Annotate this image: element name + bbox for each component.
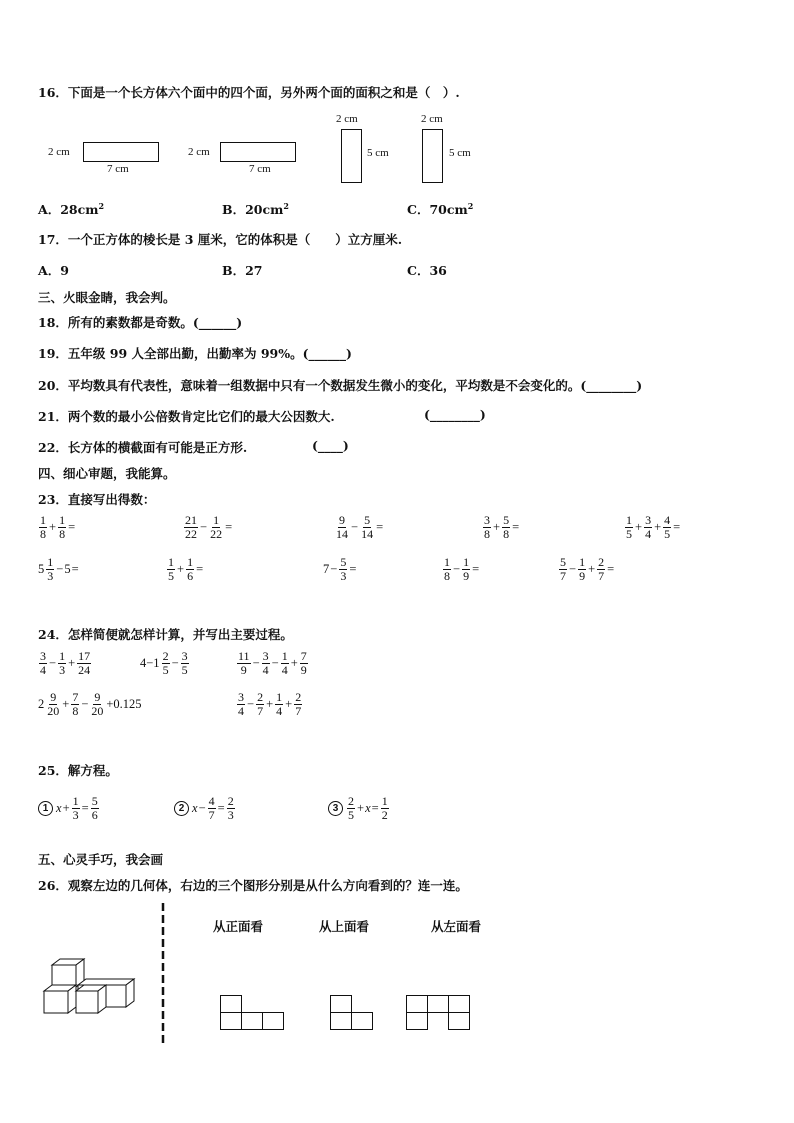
fraction: $\frac{5}{6}$ (91, 794, 98, 822)
view-shape-2[interactable] (330, 995, 378, 1033)
fraction: $\frac{1}{5}$ (626, 513, 632, 541)
question-20: 20．平均数具有代表性，意味着一组数据中只有一个数据发生微小的变化，平均数是不会变化的。(________) (38, 378, 643, 393)
question-23: 23．直接写出得数： (38, 492, 156, 507)
q24-expr-2: 4−1 $\frac{2}{5}$ − $\frac{3}{5}$ (140, 649, 188, 677)
fraction: $\frac{9}{20}$ (47, 690, 60, 718)
fraction: $\frac{3}{8}$ (484, 513, 490, 541)
fraction: $\frac{1}{9}$ (579, 555, 586, 583)
section-5-heading: 五、心灵手巧，我会画 (38, 852, 164, 867)
fraction: $\frac{3}{4}$ (238, 690, 244, 718)
fraction: $\frac{1}{8}$ (40, 513, 46, 541)
grid-cell (220, 1012, 242, 1030)
fraction: $\frac{9}{14}$ (336, 513, 348, 541)
fraction: $\frac{7}{9}$ (300, 649, 307, 677)
fraction: $\frac{1}{3}$ (59, 649, 66, 677)
face-1-height: 2 cm (48, 146, 70, 158)
view-shape-1[interactable] (220, 995, 290, 1033)
fraction: $\frac{1}{5}$ (168, 555, 174, 583)
circled-number-1: 1 (38, 801, 53, 816)
face-3-height: 5 cm (367, 147, 389, 159)
q16-option-a-label: A．28cm (38, 202, 99, 217)
fraction: $\frac{4}{7}$ (208, 794, 215, 822)
face-1-width: 7 cm (107, 163, 129, 175)
question-25: 25．解方程。 (38, 763, 118, 778)
fraction: $\frac{5}{3}$ (340, 555, 347, 583)
q16-option-c[interactable] (407, 200, 473, 218)
grid-cell (330, 995, 352, 1013)
q23-expr-10: $\frac{5}{7}$ − $\frac{1}{9}$ + $\frac{2}{7}$ = (560, 555, 615, 583)
fraction: $\frac{3}{5}$ (181, 649, 188, 677)
q16-option-a[interactable] (38, 200, 104, 218)
fraction: $\frac{1}{9}$ (463, 555, 470, 583)
fraction: $\frac{3}{4}$ (40, 649, 46, 677)
q23-expr-9: $\frac{1}{8}$ − $\frac{1}{9}$ = (444, 555, 480, 583)
fraction: $\frac{5}{8}$ (503, 513, 510, 541)
fraction: $\frac{2}{7}$ (598, 555, 605, 583)
face-3-rect (341, 129, 362, 183)
question-22: 22．长方体的横截面有可能是正方形. (38, 440, 248, 455)
q23-expr-4: $\frac{3}{8}$ + $\frac{5}{8}$ = (484, 513, 520, 541)
fraction: $\frac{17}{24}$ (78, 649, 91, 677)
face-3-width: 2 cm (336, 113, 358, 125)
circled-number-3: 3 (328, 801, 343, 816)
question-18: 18．所有的素数都是奇数。(______) (38, 315, 243, 330)
q23-expr-8: 7 − $\frac{5}{3}$ = (323, 555, 357, 583)
fraction: $\frac{2}{7}$ (295, 690, 302, 718)
question-16: 16．下面是一个长方体六个面中的四个面，另外两个面的面积之和是（ ）. (38, 85, 460, 100)
question-19: 19．五年级 99 人全部出勤，出勤率为 99%。(______) (38, 346, 352, 361)
view-label-front: 从正面看 (213, 919, 264, 934)
q16-option-c-sup: 2 (467, 200, 474, 211)
fraction: $\frac{1}{6}$ (187, 555, 194, 583)
fraction: $\frac{1}{22}$ (210, 513, 223, 541)
fraction: $\frac{1}{4}$ (276, 690, 283, 718)
view-shape-3[interactable] (406, 995, 476, 1033)
fraction: $\frac{5}{14}$ (361, 513, 374, 541)
question-24: 24．怎样简便就怎样计算，并写出主要过程。 (38, 627, 293, 642)
fraction: $\frac{9}{20}$ (91, 690, 104, 718)
circled-number-2: 2 (174, 801, 189, 816)
q23-expr-7: $\frac{1}{5}$ + $\frac{1}{6}$ = (168, 555, 204, 583)
q23-expr-3: $\frac{9}{14}$ − $\frac{5}{14}$ = (336, 513, 384, 541)
grid-cell (262, 1012, 284, 1030)
grid-cell (448, 995, 470, 1013)
q16-option-a-sup: 2 (98, 200, 105, 211)
fraction: $\frac{1}{3}$ (47, 555, 54, 583)
fraction: $\frac{3}{4}$ (645, 513, 652, 541)
face-2-height: 2 cm (188, 146, 210, 158)
face-2-rect (220, 142, 296, 162)
fraction: $\frac{21}{22}$ (185, 513, 197, 541)
grid-cell (241, 1012, 263, 1030)
fraction: $\frac{1}{4}$ (281, 649, 288, 677)
question-21-blank[interactable]: (________) (424, 407, 486, 422)
question-22-blank[interactable]: (____) (312, 438, 349, 453)
q25-equation-3: 3 $\frac{2}{5}$ + x = $\frac{1}{2}$ (328, 795, 390, 821)
grid-cell (427, 995, 449, 1013)
q16-option-b-label: B．20cm (222, 202, 284, 217)
fraction: $\frac{1}{3}$ (72, 794, 79, 822)
fraction: $\frac{4}{5}$ (664, 513, 671, 541)
question-21: 21．两个数的最小公倍数肯定比它们的最大公因数大. (38, 409, 335, 424)
face-1-rect (83, 142, 159, 162)
fraction: $\frac{11}{9}$ (238, 649, 250, 677)
fraction: $\frac{3}{4}$ (262, 649, 269, 677)
q23-expr-5: $\frac{1}{5}$ + $\frac{3}{4}$ + $\frac{4}{5}$ = (626, 513, 681, 541)
face-4-rect (422, 129, 443, 183)
q25-equation-2: 2 x − $\frac{4}{7}$ = $\frac{2}{3}$ (174, 795, 236, 821)
face-2-width: 7 cm (249, 163, 271, 175)
q17-option-b[interactable]: B．27 (222, 263, 263, 278)
q16-option-b[interactable] (222, 200, 289, 218)
face-4-height: 5 cm (449, 147, 471, 159)
fraction: $\frac{1}{2}$ (381, 794, 388, 822)
q23-expr-1: $\frac{1}{8}$ + $\frac{1}{8}$ = (40, 513, 76, 541)
view-label-left: 从左面看 (431, 919, 482, 934)
fraction: $\frac{2}{5}$ (348, 794, 354, 822)
q17-option-a[interactable]: A．9 (38, 263, 69, 278)
face-4-width: 2 cm (421, 113, 443, 125)
fraction: $\frac{7}{8}$ (72, 690, 79, 718)
grid-cell (220, 995, 242, 1013)
q24-expr-1: $\frac{3}{4}$ − $\frac{1}{3}$ + $\frac{17}{24}$ (40, 649, 91, 677)
fraction: $\frac{2}{7}$ (257, 690, 264, 718)
q16-option-b-sup: 2 (283, 200, 289, 211)
q23-expr-6: 5 $\frac{1}{3}$ − 5 = (38, 555, 79, 583)
view-label-top: 从上面看 (319, 919, 370, 934)
q24-expr-5: $\frac{3}{4}$ − $\frac{2}{7}$ + $\frac{1}{4}$ + $\frac{2}{7}$ (238, 690, 302, 718)
fraction: $\frac{1}{8}$ (444, 555, 450, 583)
dashed-divider (160, 903, 166, 1045)
fraction: $\frac{5}{7}$ (560, 555, 566, 583)
grid-cell (351, 1012, 373, 1030)
q16-option-c-label: C．70cm (407, 202, 468, 217)
section-3-heading: 三、火眼金睛，我会判。 (38, 290, 176, 305)
grid-cell (448, 1012, 470, 1030)
fraction: $\frac{2}{5}$ (162, 649, 169, 677)
q24-expr-3: $\frac{11}{9}$ − $\frac{3}{4}$ − $\frac{1}{4}$ + $\frac{7}{9}$ (238, 649, 307, 677)
cube-solid-figure (40, 955, 144, 1017)
question-26: 26．观察左边的几何体，右边的三个图形分别是从什么方向看到的？连一连。 (38, 878, 468, 893)
grid-cell (330, 1012, 352, 1030)
q17-option-c[interactable]: C．36 (407, 263, 447, 278)
fraction: $\frac{1}{8}$ (59, 513, 66, 541)
grid-cell (406, 995, 428, 1013)
section-4-heading: 四、细心审题，我能算。 (38, 466, 176, 481)
q23-expr-2: $\frac{21}{22}$ − $\frac{1}{22}$ = (185, 513, 233, 541)
fraction: $\frac{2}{3}$ (227, 794, 234, 822)
q24-expr-4: 2 $\frac{9}{20}$ + $\frac{7}{8}$ − $\frac{9}{20}$ +0.125 (38, 690, 142, 718)
q25-equation-1: 1 x + $\frac{1}{3}$ = $\frac{5}{6}$ (38, 795, 100, 821)
question-17: 17．一个正方体的棱长是 3 厘米，它的体积是（ ）立方厘米. (38, 232, 403, 247)
grid-cell (406, 1012, 428, 1030)
